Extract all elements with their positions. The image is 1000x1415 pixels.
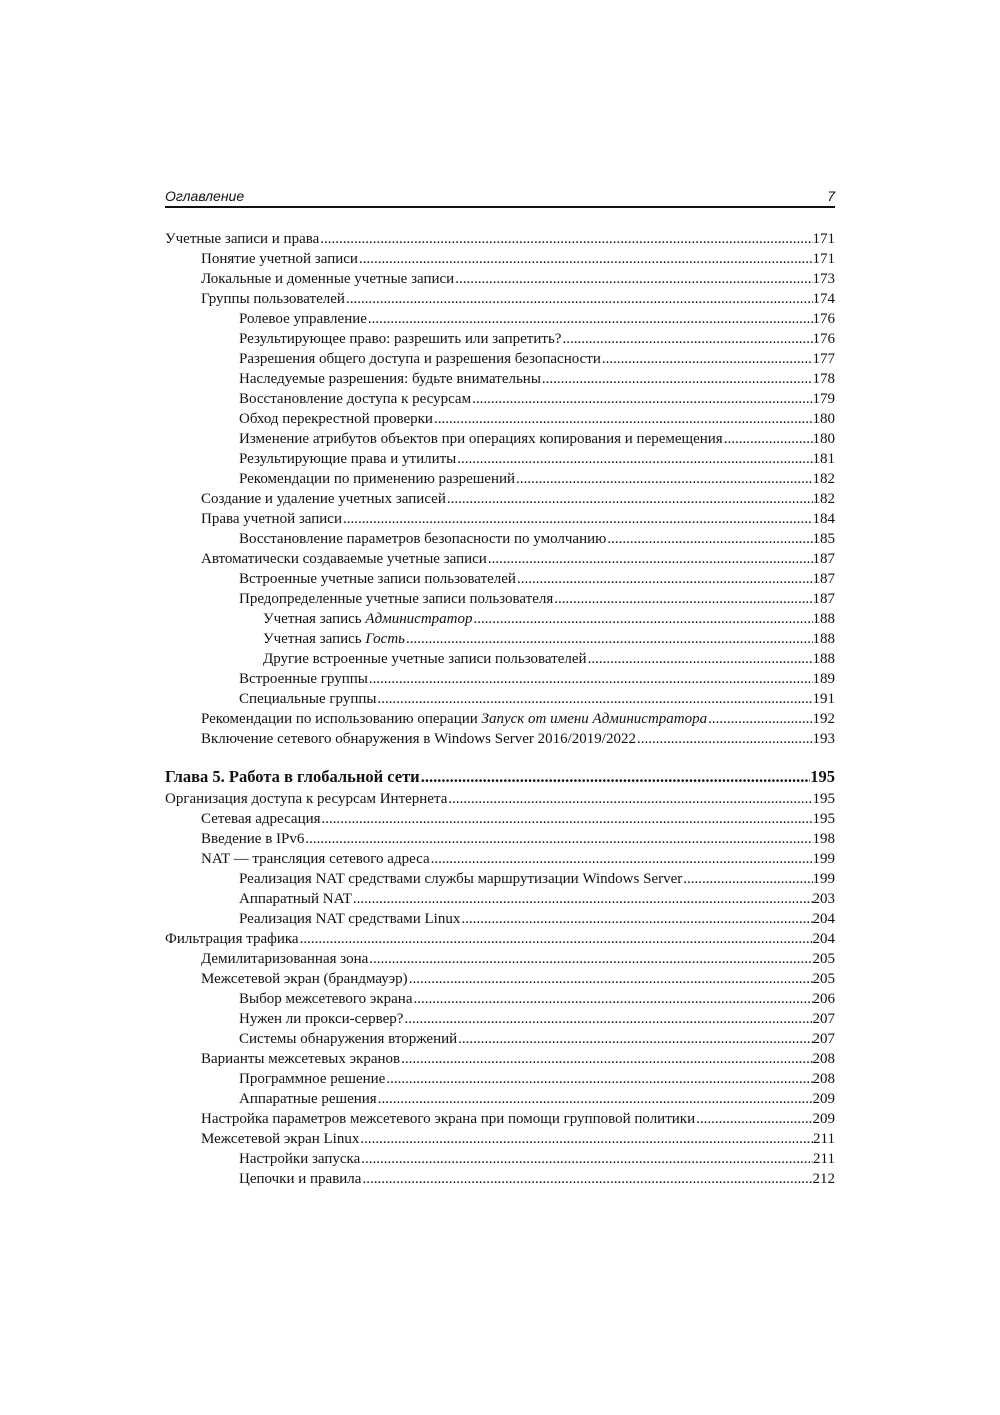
dot-leader [471, 389, 812, 409]
toc-page-number: 203 [812, 891, 835, 907]
toc-entry-title: NAT — трансляция сетевого адреса [201, 851, 430, 867]
toc-entry-title: Учетная запись Гость [263, 631, 405, 647]
toc-page-number: 179 [812, 391, 835, 407]
toc-page-number: 204 [812, 931, 835, 947]
dot-leader [403, 1009, 812, 1029]
toc-entry-title: Программное решение [239, 1071, 386, 1087]
toc-entry[interactable] [165, 809, 835, 829]
toc-chapter-entry[interactable] [165, 765, 835, 789]
toc-page-number: 211 [813, 1151, 835, 1167]
toc-page-number: 176 [812, 311, 835, 327]
dot-leader [319, 229, 812, 249]
toc-page-number: 208 [812, 1071, 835, 1087]
toc-entry-title: Другие встроенные учетные записи пользователей [263, 651, 587, 667]
toc-entry[interactable] [165, 1109, 835, 1129]
dot-leader [420, 765, 811, 789]
toc-entry-title: Автоматически создаваемые учетные записи [201, 551, 487, 567]
toc-page-number: 171 [812, 231, 835, 247]
toc-page-number: 181 [812, 451, 835, 467]
toc-entry-title: Создание и удаление учетных записей [201, 491, 446, 507]
dot-leader [723, 429, 813, 449]
toc-page-number: 188 [812, 611, 835, 627]
toc-entry[interactable] [165, 549, 835, 569]
toc-entry[interactable] [165, 889, 835, 909]
toc-entry-title: Права учетной записи [201, 511, 342, 527]
toc-entry[interactable] [165, 269, 835, 289]
toc-entry-title: Встроенные группы [239, 671, 368, 687]
toc-page-number: 199 [812, 871, 835, 887]
toc-page-number: 207 [812, 1031, 835, 1047]
toc-entry-title: Варианты межсетевых экранов [201, 1051, 401, 1067]
toc-entry[interactable] [165, 609, 835, 629]
toc-entry-title: Локальные и доменные учетные записи [201, 271, 455, 287]
toc-entry[interactable] [165, 489, 835, 509]
toc-page-number: 209 [812, 1111, 835, 1127]
toc-entry-title: Ролевое управление [239, 311, 367, 327]
dot-leader [430, 849, 813, 869]
toc-entry[interactable] [165, 469, 835, 489]
dot-leader [360, 1149, 813, 1169]
dot-leader [601, 349, 813, 369]
toc-entry-title: Изменение атрибутов объектов при операциях копирования и перемещения [239, 431, 723, 447]
toc-entry[interactable] [165, 229, 835, 249]
toc-entry-title: Предопределенные учетные записи пользователя [239, 591, 554, 607]
toc-page-number: 188 [812, 631, 835, 647]
toc-entry-title: Глава 5. Работа в глобальной сети [165, 767, 420, 786]
toc-page-number: 209 [812, 1091, 835, 1107]
toc-entry[interactable] [165, 669, 835, 689]
dot-leader [367, 309, 813, 329]
toc-page-number: 185 [812, 531, 835, 547]
toc-entry-title: Учетные записи и права [165, 231, 320, 247]
dot-leader [682, 869, 812, 889]
toc-entry-title: Аппаратный NAT [239, 891, 352, 907]
toc-entry[interactable] [165, 529, 835, 549]
toc-page-number: 205 [812, 951, 835, 967]
toc-entry-title: Демилитаризованная зона [201, 951, 369, 967]
dot-leader [368, 949, 812, 969]
toc-entry-title: Понятие учетной записи [201, 251, 358, 267]
dot-leader [457, 1029, 812, 1049]
dot-leader [561, 329, 812, 349]
toc-entry[interactable] [165, 1069, 835, 1089]
toc-page-number: 212 [812, 1171, 835, 1187]
toc-page-number: 173 [812, 271, 835, 287]
dot-leader [454, 269, 812, 289]
toc-entry[interactable] [165, 649, 835, 669]
dot-leader [405, 629, 813, 649]
toc-page-number: 187 [812, 551, 835, 567]
toc-page-number: 206 [812, 991, 835, 1007]
toc-entry-title: Организация доступа к ресурсам Интернета [165, 791, 448, 807]
toc-page-number: 182 [812, 471, 835, 487]
dot-leader [304, 829, 812, 849]
header-title: Оглавление [165, 188, 245, 204]
dot-leader [587, 649, 813, 669]
toc-page-number: 191 [812, 691, 835, 707]
toc-entry[interactable] [165, 869, 835, 889]
toc-page-number: 211 [813, 1131, 835, 1147]
toc-entry-title: Сетевая адресация [201, 811, 321, 827]
toc-entry[interactable] [165, 949, 835, 969]
toc-page-number: 187 [812, 591, 835, 607]
dot-leader [413, 989, 813, 1009]
toc-entry-title: Системы обнаружения вторжений [239, 1031, 458, 1047]
toc-page-number: 174 [812, 291, 835, 307]
toc-entry-title: Настройка параметров межсетевого экрана при помощи групповой политики [201, 1111, 696, 1127]
dot-leader [321, 809, 813, 829]
toc-entry-italic: Гость [365, 631, 405, 647]
toc-entry-title: Обход перекрестной проверки [239, 411, 433, 427]
toc-entry[interactable] [165, 729, 835, 749]
toc-page-number: 184 [812, 511, 835, 527]
dot-leader [352, 889, 813, 909]
header-page-number: 7 [827, 188, 835, 204]
dot-leader [516, 569, 813, 589]
table-of-contents [165, 229, 835, 1189]
dot-leader [377, 1089, 813, 1109]
dot-leader [515, 469, 812, 489]
toc-entry[interactable] [165, 249, 835, 269]
toc-entry-title: Введение в IPv6 [201, 831, 305, 847]
toc-entry[interactable] [165, 1049, 835, 1069]
toc-entry-title: Встроенные учетные записи пользователей [239, 571, 516, 587]
toc-entry[interactable] [165, 1129, 835, 1149]
toc-entry[interactable] [165, 989, 835, 1009]
toc-page-number: 187 [812, 571, 835, 587]
toc-page-number: 195 [812, 811, 835, 827]
toc-entry-title: Цепочки и правила [239, 1171, 362, 1187]
toc-spacer [165, 749, 835, 765]
dot-leader [359, 1129, 813, 1149]
dot-leader [707, 709, 812, 729]
dot-leader [473, 609, 813, 629]
toc-entry[interactable] [165, 1029, 835, 1049]
dot-leader [358, 249, 813, 269]
toc-entry-title: Фильтрация трафика [165, 931, 299, 947]
toc-entry-title: Учетная запись Администратор [263, 611, 473, 627]
toc-page-number: 188 [812, 651, 835, 667]
toc-page-number: 195 [810, 767, 835, 786]
dot-leader [376, 689, 812, 709]
toc-entry[interactable] [165, 629, 835, 649]
dot-leader [342, 509, 813, 529]
toc-entry-title: Выбор межсетевого экрана [239, 991, 413, 1007]
toc-entry[interactable] [165, 309, 835, 329]
dot-leader [345, 289, 813, 309]
toc-entry-title: Рекомендации по использованию операции Запуск от имени Администратора [201, 711, 708, 727]
toc-entry-title: Разрешения общего доступа и разрешения безопасности [239, 351, 601, 367]
dot-leader [446, 489, 813, 509]
toc-page-number: 180 [812, 431, 835, 447]
toc-page-number: 180 [812, 411, 835, 427]
dot-leader [400, 1049, 812, 1069]
toc-entry-italic: Запуск от имени Администратора [481, 711, 708, 727]
toc-entry-title: Реализация NAT средствами службы маршрутизации Windows Server [239, 871, 683, 887]
toc-entry[interactable] [165, 929, 835, 949]
toc-entry-title: Группы пользователей [201, 291, 345, 307]
toc-entry-title: Результирующее право: разрешить или запретить? [239, 331, 562, 347]
toc-entry-italic: Администратор [365, 611, 473, 627]
toc-entry[interactable] [165, 909, 835, 929]
toc-entry-title: Настройки запуска [239, 1151, 361, 1167]
toc-entry[interactable] [165, 329, 835, 349]
toc-entry[interactable] [165, 509, 835, 529]
toc-entry-title: Специальные группы [239, 691, 377, 707]
toc-entry[interactable] [165, 709, 835, 729]
toc-entry-title: Межсетевой экран (брандмауэр) [201, 971, 408, 987]
toc-entry[interactable] [165, 1009, 835, 1029]
toc-entry-title: Результирующие права и утилиты [239, 451, 457, 467]
dot-leader [408, 969, 813, 989]
toc-entry[interactable] [165, 449, 835, 469]
toc-entry[interactable] [165, 969, 835, 989]
toc-entry[interactable] [165, 849, 835, 869]
toc-entry[interactable] [165, 429, 835, 449]
dot-leader [361, 1169, 812, 1189]
toc-page-number: 204 [812, 911, 835, 927]
running-header [165, 186, 835, 208]
toc-page-number: 207 [812, 1011, 835, 1027]
toc-entry[interactable] [165, 689, 835, 709]
toc-page-number: 178 [812, 371, 835, 387]
toc-page-number: 195 [812, 791, 835, 807]
dot-leader [456, 449, 812, 469]
toc-entry[interactable] [165, 409, 835, 429]
toc-entry-title: Восстановление доступа к ресурсам [239, 391, 472, 407]
toc-entry[interactable] [165, 389, 835, 409]
toc-entry-title: Межсетевой экран Linux [201, 1131, 360, 1147]
toc-entry[interactable] [165, 589, 835, 609]
toc-page-number: 176 [812, 331, 835, 347]
toc-page-number: 189 [812, 671, 835, 687]
toc-entry-title: Рекомендации по применению разрешений [239, 471, 516, 487]
dot-leader [368, 669, 813, 689]
toc-entry[interactable] [165, 569, 835, 589]
dot-leader [447, 789, 812, 809]
toc-page-number: 182 [812, 491, 835, 507]
toc-entry[interactable] [165, 1089, 835, 1109]
toc-entry-title: Наследуемые разрешения: будьте внимательны [239, 371, 541, 387]
toc-entry[interactable] [165, 829, 835, 849]
toc-page-number: 208 [812, 1051, 835, 1067]
dot-leader [553, 589, 812, 609]
toc-page-number: 177 [812, 351, 835, 367]
toc-page-number: 171 [812, 251, 835, 267]
dot-leader [433, 409, 813, 429]
toc-entry-title: Нужен ли прокси-сервер? [239, 1011, 404, 1027]
toc-entry-title: Аппаратные решения [239, 1091, 377, 1107]
toc-page-number: 198 [812, 831, 835, 847]
toc-entry[interactable] [165, 349, 835, 369]
dot-leader [695, 1109, 812, 1129]
dot-leader [385, 1069, 812, 1089]
toc-entry[interactable] [165, 789, 835, 809]
dot-leader [636, 729, 813, 749]
toc-entry-title: Восстановление параметров безопасности по умолчанию [239, 531, 607, 547]
toc-entry-title: Реализация NAT средствами Linux [239, 911, 461, 927]
toc-entry[interactable] [165, 289, 835, 309]
dot-leader [299, 929, 813, 949]
dot-leader [487, 549, 813, 569]
dot-leader [606, 529, 812, 549]
toc-page-number: 205 [812, 971, 835, 987]
toc-page-number: 193 [812, 731, 835, 747]
toc-entry[interactable] [165, 1149, 835, 1169]
dot-leader [460, 909, 812, 929]
toc-page-number: 192 [812, 711, 835, 727]
toc-entry[interactable] [165, 369, 835, 389]
toc-page-number: 199 [812, 851, 835, 867]
toc-entry-title: Включение сетевого обнаружения в Windows Server 2016/2019/2022 [201, 731, 636, 747]
toc-entry[interactable] [165, 1169, 835, 1189]
dot-leader [541, 369, 813, 389]
